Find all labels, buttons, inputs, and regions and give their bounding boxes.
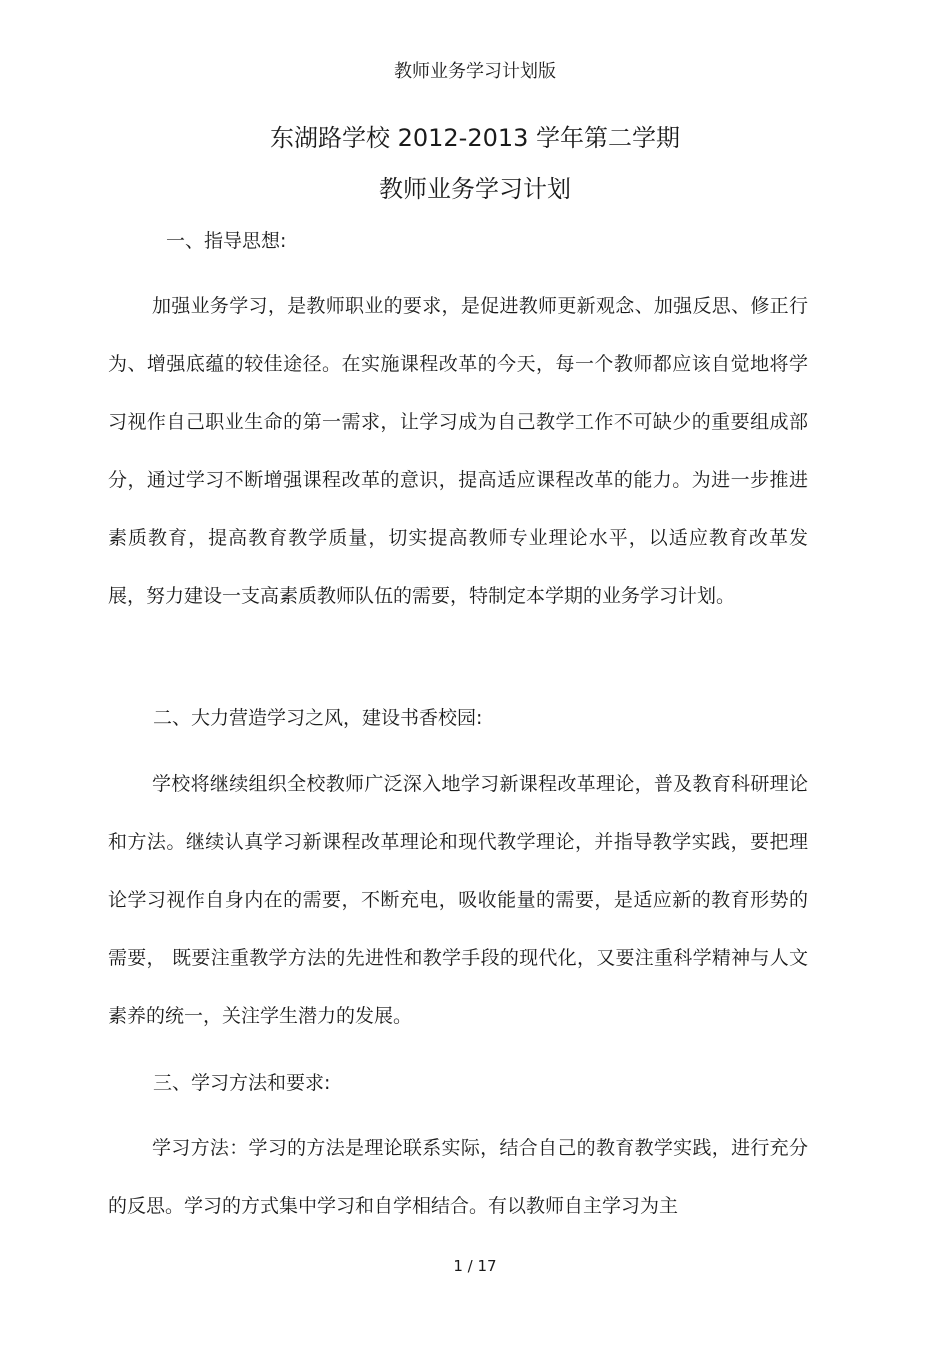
section-2-heading: 二、大力营造学习之风，建设书香校园: bbox=[153, 707, 483, 729]
section-3-paragraph: 学习方法：学习的方法是理论联系实际，结合自己的教育教学实践，进行充分的反思。学习的方式集中学习和自学相结合。有以教师自主学习为主 bbox=[108, 1137, 808, 1217]
page-indicator: 1 / 17 bbox=[453, 1257, 497, 1275]
section-3-heading: 三、学习方法和要求: bbox=[153, 1072, 331, 1094]
document-title-line-2: 教师业务学习计划 bbox=[379, 175, 571, 203]
section-2-paragraph: 学校将继续组织全校教师广泛深入地学习新课程改革理论，普及教育科研理论和方法。继续认真学习新课程改革理论和现代教学理论，并指导教学实践，要把理论学习视作自身内在的需要，不断充电，吸收能量的需要，是适应新的教育形势的需要， 既要注重教学方法的先进性和教学手段的现代化，又要注重科学精神与人文素养的统一，关注学生潜力的发展。 bbox=[108, 773, 808, 1027]
section-1-heading: 一、指导思想: bbox=[166, 230, 287, 252]
document-title-line-1: 东湖路学校 2012-2013 学年第二学期 bbox=[269, 124, 681, 152]
section-1-paragraph: 加强业务学习，是教师职业的要求，是促进教师更新观念、加强反思、修正行为、增强底蕴的较佳途径。在实施课程改革的今天，每一个教师都应该自觉地将学习视作自己职业生命的第一需求，让学习成为自己教学工作不可缺少的重要组成部分，通过学习不断增强课程改革的意识，提高适应课程改革的能力。为进一步推进素质教育，提高教育教学质量，切实提高教师专业理论水平，以适应教育改革发展，努力建设一支高素质教师队伍的需要，特制定本学期的业务学习计划。 bbox=[108, 295, 808, 607]
document-header-label: 教师业务学习计划版 bbox=[394, 61, 556, 82]
